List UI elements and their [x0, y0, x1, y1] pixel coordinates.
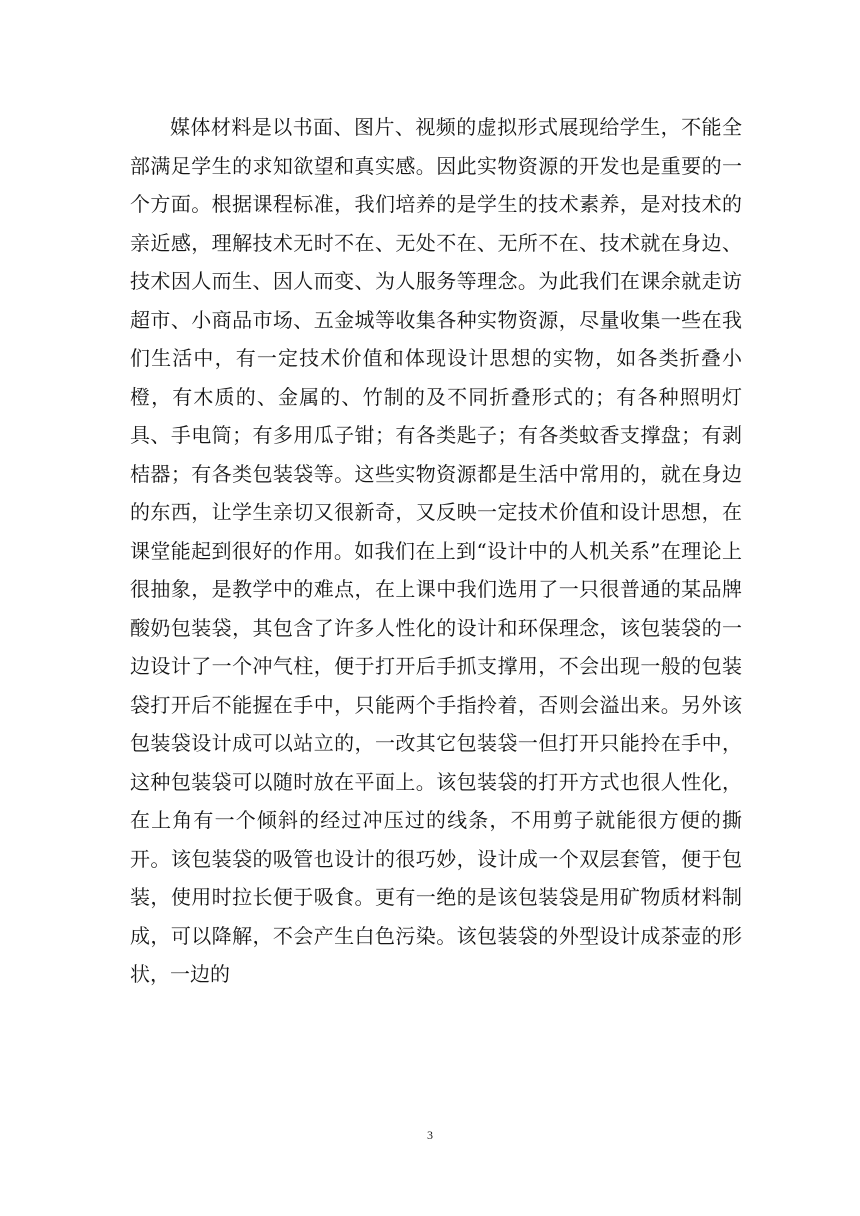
page-number: 3	[427, 1128, 433, 1142]
body-paragraph: 媒体材料是以书面、图片、视频的虚拟形式展现给学生，不能全部满足学生的求知欲望和真实感。因此实物资源的开发也是重要的一个方面。根据课程标准，我们培养的是学生的技术素养，是对技术的亲近感，理解技术无时不在、无处不在、无所不在、技术就在身边、技术因人而生、因人而变、为人服务等理念。为此我们在课余就走访超市、小商品市场、五金城等收集各种实物资源，尽量收集一些在我们生活中，有一定技术价值和体现设计思想的实物，如各类折叠小橙，有木质的、金属的、竹制的及不同折叠形式的；有各种照明灯具、手电筒；有多用瓜子钳；有各类匙子；有各类蚊香支撑盘；有剥桔器；有各类包装袋等。这些实物资源都是生活中常用的，就在身边的东西，让学生亲切又很新奇，又反映一定技术价值和设计思想，在课堂能起到很好的作用。如我们在上到“设计中的人机关系”在理论上很抽象，是教学中的难点，在上课中我们选用了一只很普通的某品牌酸奶包装袋，其包含了许多人性化的设计和环保理念，该包装袋的一边设计了一个冲气柱，便于打开后手抓支撑用，不会出现一般的包装袋打开后不能握在手中，只能两个手指拎着，否则会溢出来。另外该包装袋设计成可以站立的，一改其它包装袋一但打开只能拎在手中，这种包装袋可以随时放在平面上。该包装袋的打开方式也很人性化，在上角有一个倾斜的经过冲压过的线条，不用剪子就能很方便的撕开。该包装袋的吸管也设计的很巧妙，设计成一个双层套管，便于包装，使用时拉长便于吸食。更有一绝的是该包装袋是用矿物质材料制成，可以降解，不会产生白色污染。该包装袋的外型设计成茶壶的形状，一边的	[130, 115, 742, 986]
